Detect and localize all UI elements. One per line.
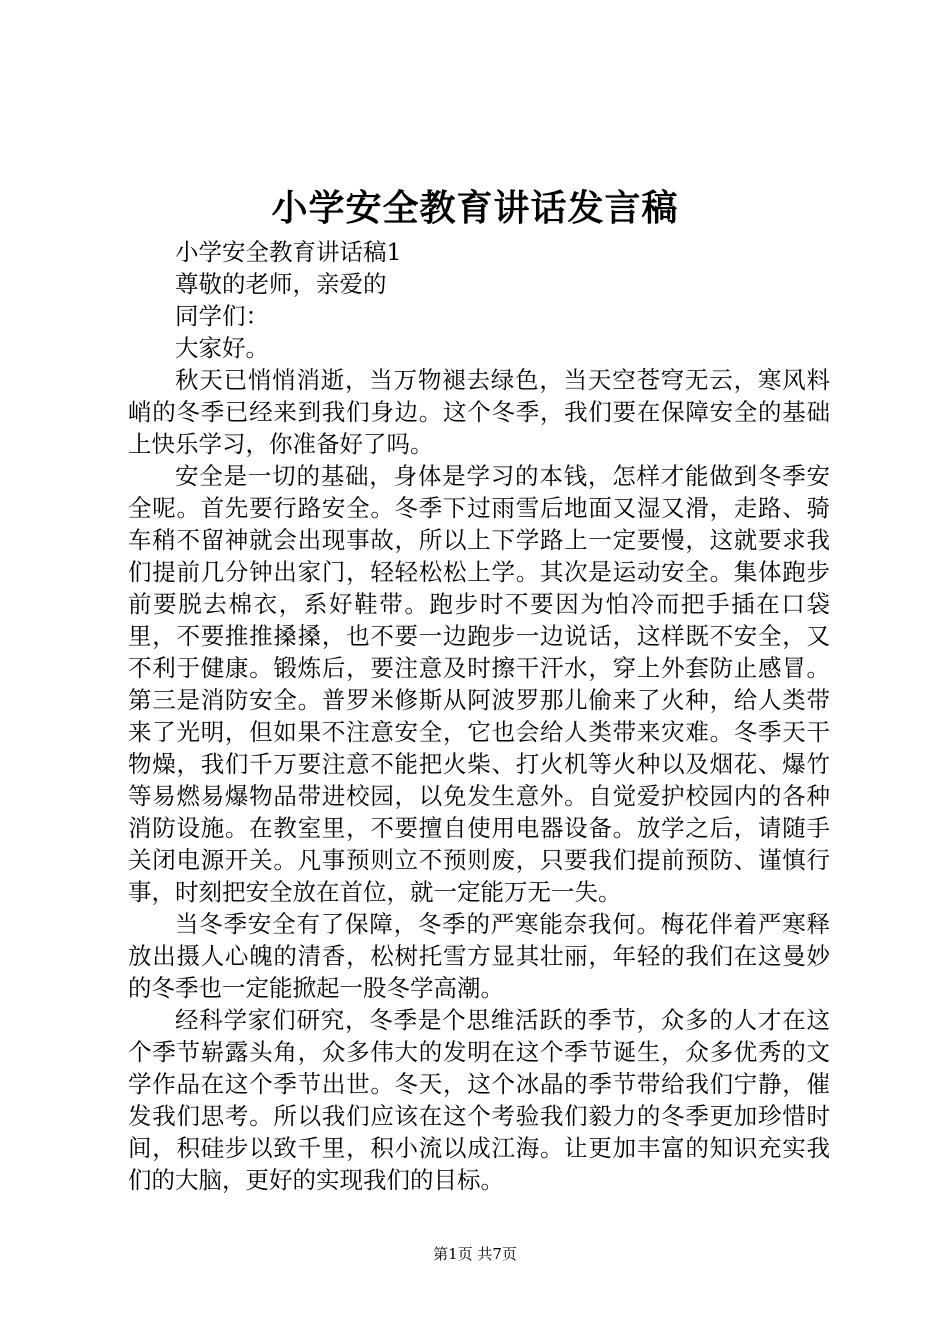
paragraph-greeting: 大家好。 xyxy=(175,334,269,362)
page-footer: 第1页 共7页 xyxy=(433,1245,517,1263)
paragraph-subtitle: 小学安全教育讲话稿1 xyxy=(175,238,402,266)
document-title: 小学安全教育讲话发言稿 xyxy=(271,187,679,229)
paragraph-salutation-2: 同学们： xyxy=(175,302,269,330)
document-body xyxy=(128,236,830,1196)
paragraph-intro: 秋天已悄悄消逝，当万物褪去绿色，当天空苍穹无云，寒风料峭的冬季已经来到我们身边。这个冬季，我们要在保障安全的基础上快乐学习，你准备好了吗。 xyxy=(128,366,830,458)
paragraph-study: 经科学家们研究，冬季是个思维活跃的季节，众多的人才在这个季节崭露头角，众多伟大的发明在这个季节诞生，众多优秀的文学作品在这个季节出世。冬天，这个冰晶的季节带给我们宁静，催发我们思考。所以我们应该在这个考验我们毅力的冬季更加珍惜时间，积硅步以致千里，积小流以成江海。让更加丰富的知识充实我们的大脑，更好的实现我们的目标。 xyxy=(128,1006,830,1194)
paragraph-safety: 安全是一切的基础，身体是学习的本钱，怎样才能做到冬季安全呢。首先要行路安全。冬季下过雨雪后地面又湿又滑，走路、骑车稍不留神就会出现事故，所以上下学路上一定要慢，这就要求我们提前几分钟出家门，轻轻松松上学。其次是运动安全。集体跑步前要脱去棉衣，系好鞋带。跑步时不要因为怕冷而把手插在口袋里，不要推推搡搡，也不要一边跑步一边说话，这样既不安全，又不利于健康。锻炼后，要注意及时擦干汗水，穿上外套防止感冒。第三是消防安全。普罗米修斯从阿波罗那儿偷来了火种，给人类带来了光明，但如果不注意安全，它也会给人类带来灾难。冬季天干物燥，我们千万要注意不能把火柴、打火机等火种以及烟花、爆竹等易燃易爆物品带进校园，以免发生意外。自觉爱护校园内的各种消防设施。在教室里，不要擅自使用电器设备。放学之后，请随手关闭电源开关。凡事预则立不预则废，只要我们提前预防、谨慎行事，时刻把安全放在首位，就一定能万无一失。 xyxy=(128,462,830,906)
paragraph-winter: 当冬季安全有了保障，冬季的严寒能奈我何。梅花伴着严寒释放出摄人心魄的清香，松树托雪方显其壮丽，年轻的我们在这曼妙的冬季也一定能掀起一股冬学高潮。 xyxy=(128,910,830,1002)
paragraph-salutation-1: 尊敬的老师，亲爱的 xyxy=(175,270,387,298)
